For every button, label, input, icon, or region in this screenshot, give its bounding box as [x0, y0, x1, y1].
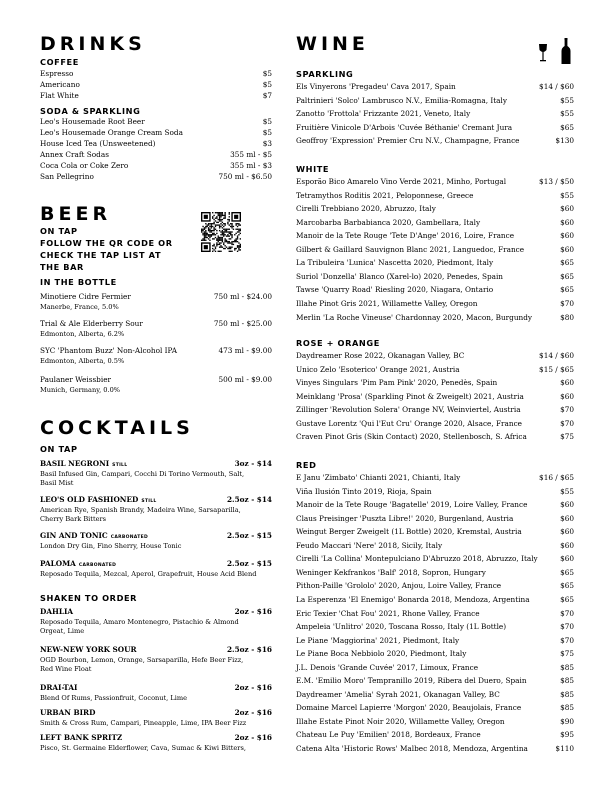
item-name-text: Catena Alta 'Historic Rows' Malbec 2018, Mendoza, Argentina — [296, 744, 528, 753]
item-name — [40, 559, 116, 570]
item-name — [40, 607, 73, 616]
item-price: $65 — [560, 567, 574, 577]
item-name — [40, 161, 128, 170]
item-price: $5 — [262, 128, 272, 137]
item-name-text: Feudo Maccari 'Nere' 2018, Sicily, Italy — [296, 540, 443, 550]
item-tag: CARBONATED — [78, 563, 117, 568]
cocktails-title: COCKTAILS — [40, 417, 194, 439]
item-name — [296, 405, 521, 414]
item-name — [40, 91, 79, 100]
item-price: $65 — [560, 271, 574, 281]
item-price: 473 ml - $9.00 — [218, 346, 272, 355]
item-name — [296, 663, 478, 672]
item-tag: STILL — [141, 499, 157, 504]
item-name — [296, 231, 514, 240]
item-price: $75 — [560, 649, 574, 659]
in-bottle-heading: IN THE BOTTLE — [40, 277, 117, 287]
item-price: 500 ml - $9.00 — [218, 375, 272, 384]
item-name-text: DAHLIA — [40, 607, 74, 616]
item-name — [40, 683, 77, 692]
item-name-text: Esporão Bico Amarelo Vino Verde 2021, Minho, Portugal — [296, 177, 507, 186]
rose-heading: ROSE + ORANGE — [296, 338, 380, 348]
item-name-text: DRAI-TAI — [40, 683, 78, 692]
item-name — [40, 459, 127, 470]
item-name-text: Merlin 'La Roche Vineuse' Chardonnay 2020, Macon, Burgundy — [296, 312, 533, 322]
item-description: Pisco, St. Germaine Elderflower, Cava, Sumac & Kiwi Bitters, — [40, 744, 246, 752]
item-name — [296, 378, 497, 387]
item-name-text: Coca Cola or Coke Zero — [40, 161, 129, 170]
wine-bottle-icon — [561, 38, 571, 64]
item-name-text: Els Vinyerons 'Pregadeu' Cava 2017, Spain — [296, 82, 456, 91]
item-price: 2.5oz - $16 — [226, 645, 272, 654]
item-name-text: Meinklang 'Prosa' (Sparkling Pinot & Zweigelt) 2021, Austria — [296, 391, 524, 401]
item-price: 750 ml - $6.50 — [218, 172, 272, 181]
item-description: Basil Mist — [40, 479, 74, 487]
item-price: $60 — [560, 500, 574, 510]
item-name-text: Geoffroy 'Expression' Premier Cru N.V., Champagne, France — [296, 136, 520, 146]
item-name-text: Espresso — [40, 69, 74, 78]
item-name — [296, 245, 524, 254]
item-name — [296, 500, 527, 509]
item-price: $85 — [560, 689, 574, 699]
item-name-text: Americano — [40, 80, 80, 89]
item-name-text: Vinyes Singulars 'Pim Pam Pink' 2020, Penedès, Spain — [296, 378, 498, 388]
item-price: $60 — [560, 513, 574, 523]
item-name-text: E Janu 'Zimbato' Chianti 2021, Chianti, Italy — [296, 473, 461, 482]
item-price: 2.5oz - $15 — [226, 559, 272, 568]
item-name — [40, 645, 137, 654]
item-price: 2.5oz - $15 — [226, 531, 272, 540]
item-name-text: LEO'S OLD FASHIONED — [40, 495, 139, 504]
item-price: 2oz - $16 — [234, 733, 272, 742]
item-name — [296, 581, 501, 590]
item-name-text: Le Piane 'Maggiorina' 2021, Piedmont, Italy — [296, 635, 460, 645]
item-name-text: Craven Pinot Gris (Skin Contact) 2020, Stellenbosch, S. Africa — [296, 432, 527, 442]
item-name — [296, 514, 513, 523]
item-price: $55 — [560, 486, 574, 496]
item-name-text: Viña Ilusión Tinto 2019, Rioja, Spain — [296, 486, 432, 496]
item-name — [40, 172, 94, 181]
item-price: $60 — [560, 527, 574, 537]
item-name — [296, 177, 506, 186]
item-name — [40, 495, 157, 506]
item-price: $60 — [560, 204, 574, 214]
item-name-text: Manoir de la Tete Rouge 'Bagatelle' 2019, Loire Valley, France — [296, 500, 528, 510]
item-name — [296, 351, 464, 360]
beer-on-tap-heading: ON TAP — [40, 226, 78, 236]
item-price: $14 / $60 — [539, 351, 574, 360]
item-name-text: Weninger Kekfrankos 'Balf' 2018, Sopron, Hungary — [296, 567, 486, 577]
item-price: $60 — [560, 391, 574, 401]
item-price: $70 — [560, 405, 574, 415]
item-name-text: Le Piane Boca Nebbiolo 2020, Piedmont, Italy — [296, 649, 467, 659]
item-name-text: La Esperenza 'El Enemigo' Bonarda 2018, Mendoza, Argentina — [296, 594, 530, 604]
item-price: $90 — [560, 716, 574, 726]
item-price: $80 — [560, 312, 574, 322]
item-name — [296, 473, 460, 482]
item-name-text: Manoir de la Tete Rouge 'Tete D'Ange' 2016, Loire, France — [296, 231, 515, 241]
item-description: Orgeat, Lime — [40, 627, 85, 635]
item-name — [40, 319, 143, 328]
item-tag: STILL — [112, 463, 128, 468]
item-name-text: Tetramythos Roditis 2021, Peloponnese, Greece — [296, 190, 474, 200]
item-name-text: Paltrinieri 'Solco' Lambrusco N.V., Emilia-Romagna, Italy — [296, 95, 507, 105]
item-description: Basil Infused Gin, Campari, Cocchi Di Torino Vermouth, Salt, — [40, 470, 245, 478]
item-name-text: Zanotto 'Frottola' Frizzante 2021, Veneto, Italy — [296, 109, 471, 119]
item-name — [296, 744, 528, 753]
item-price: 2oz - $16 — [234, 607, 272, 616]
item-tag: CARBONATED — [110, 535, 149, 540]
item-name-text: Trial & Ale Elderberry Sour — [40, 319, 143, 328]
item-price: $130 — [555, 136, 574, 146]
item-name-text: Gilbert & Gaillard Sauvignon Blanc 2021, Languedoc, France — [296, 244, 525, 254]
item-name — [296, 109, 470, 118]
item-name — [296, 258, 493, 267]
item-price: $75 — [560, 432, 574, 442]
item-description: Edmonton, Alberta, 0.5% — [40, 357, 125, 365]
item-price: $70 — [560, 635, 574, 645]
item-price: $16 / $65 — [539, 473, 574, 482]
wine-title: WINE — [296, 33, 369, 55]
item-description: Manerbe, France, 5.0% — [40, 303, 119, 311]
item-name — [296, 82, 456, 91]
item-name-text: Minotiere Cidre Fermier — [40, 292, 131, 301]
item-price: $85 — [560, 703, 574, 713]
item-price: $60 — [560, 217, 574, 227]
item-name-text: Cirelli 'La Collina' Montepulciano D'Abruzzo 2018, Abruzzo, Italy — [296, 554, 538, 564]
item-name-text: BASIL NEGRONI — [40, 459, 110, 468]
item-name — [40, 69, 73, 78]
item-name-text: La Tribuleira 'Lunica' Nascetta 2020, Piedmont, Italy — [296, 258, 494, 268]
item-description: Reposado Tequila, Mezcal, Aperol, Grapefruit, House Acid Blend — [40, 570, 257, 578]
item-name-text: LEFT BANK SPRITZ — [40, 733, 123, 742]
item-name-text: GIN AND TONIC — [40, 531, 108, 540]
item-name-text: Gustave Lorentz 'Qui l'Eut Cru' Orange 2020, Alsace, France — [296, 418, 522, 428]
item-name — [296, 622, 506, 631]
item-price: 3oz - $14 — [234, 459, 272, 468]
item-name — [296, 636, 459, 645]
item-name-text: Claus Preisinger 'Puszta Libre!' 2020, Burgenland, Austria — [296, 513, 514, 523]
item-name — [296, 676, 527, 685]
item-description: Cherry Bark Bitters — [40, 515, 107, 523]
item-price: $7 — [262, 91, 272, 100]
item-price: $85 — [560, 676, 574, 686]
drinks-title: DRINKS — [40, 33, 146, 55]
tap-note-line: CHECK THE TAP LIST AT — [40, 250, 162, 260]
item-price: 2.5oz - $14 — [226, 495, 272, 504]
item-name — [40, 708, 95, 717]
item-name-text: J.L. Denois 'Grande Cuvée' 2017, Limoux, France — [296, 662, 479, 672]
item-name-text: Eric Texier 'Chat Fou' 2021, Rhone Valley, France — [296, 608, 480, 618]
item-name-text: Illahe Estate Pinot Noir 2020, Willamette Valley, Oregon — [296, 716, 505, 726]
item-name — [40, 733, 122, 742]
item-name — [40, 139, 156, 148]
item-price: $70 — [560, 622, 574, 632]
item-name — [296, 703, 521, 712]
item-name-text: Zillinger 'Revolution Solera' Orange NV, Weinviertel, Austria — [296, 405, 521, 415]
item-name-text: URBAN BIRD — [40, 708, 96, 717]
soda-heading: SODA & SPARKLING — [40, 106, 141, 116]
item-name — [40, 375, 111, 384]
item-price: $65 — [560, 285, 574, 295]
item-description: Munich, Germany, 0.0% — [40, 386, 121, 394]
item-name-text: PALOMA — [40, 559, 76, 568]
item-price: $60 — [560, 231, 574, 241]
item-price: $14 / $60 — [539, 82, 574, 91]
item-name — [40, 531, 148, 542]
item-name — [296, 690, 500, 699]
item-name — [296, 554, 538, 563]
item-description: Red Wine Float — [40, 665, 92, 673]
item-name-text: Suriol 'Donzella' Blanco (Xarel-lo) 2020, Penedes, Spain — [296, 271, 504, 281]
item-price: $85 — [560, 662, 574, 672]
item-description: Smith & Cross Rum, Campari, Pineapple, Lime, IPA Beer Fizz — [40, 719, 247, 727]
item-name — [296, 432, 527, 441]
item-name — [296, 609, 480, 618]
sparkling-heading: SPARKLING — [296, 69, 354, 79]
item-name — [296, 487, 432, 496]
item-name-text: E.M. 'Emilio Moro' Tempranillo 2019, Ribera del Duero, Spain — [296, 676, 527, 686]
item-price: $70 — [560, 298, 574, 308]
item-price: $5 — [262, 80, 272, 89]
item-name — [296, 96, 507, 105]
item-name-text: Weingut Berger Zweigelt (1L Bottle) 2020, Kremstal, Austria — [296, 527, 522, 537]
item-name — [296, 285, 493, 294]
tap-note-line: THE BAR — [40, 262, 84, 272]
white-heading: WHITE — [296, 164, 330, 174]
item-name — [296, 419, 522, 428]
item-name-text: Tawse 'Quarry Road' Riesling 2020, Niagara, Ontario — [296, 285, 494, 295]
item-price: $65 — [560, 258, 574, 268]
item-price: $60 — [560, 554, 574, 564]
item-price: $110 — [555, 744, 574, 753]
item-price: 2oz - $16 — [234, 708, 272, 717]
item-description: Edmonton, Alberta, 6.2% — [40, 330, 125, 338]
item-name — [296, 730, 481, 739]
item-name — [40, 117, 145, 126]
item-price: $5 — [262, 117, 272, 126]
item-name — [40, 150, 109, 159]
item-name — [296, 568, 486, 577]
item-name — [296, 527, 522, 536]
item-price: $55 — [560, 190, 574, 200]
item-name-text: Chateau Le Puy 'Emilien' 2018, Bordeaux, France — [296, 730, 481, 740]
item-name-text: Paulaner Weissbier — [40, 375, 111, 384]
item-price: $55 — [560, 109, 574, 119]
item-price: $5 — [262, 69, 272, 78]
item-description: London Dry Gin, Fino Sherry, House Tonic — [40, 542, 182, 550]
item-name-text: San Pellegrino — [40, 172, 94, 181]
item-name-text: Daydreamer 'Amelia' Syrah 2021, Okanagan Valley, BC — [296, 689, 500, 699]
item-name — [296, 541, 442, 550]
item-price: $65 — [560, 594, 574, 604]
item-name-text: Leo's Housemade Root Beer — [40, 117, 145, 126]
item-price: $70 — [560, 418, 574, 428]
item-name-text: Unico Zelo 'Esoterico' Orange 2021, Austria — [296, 364, 460, 374]
item-name-text: Flat White — [40, 91, 79, 100]
item-price: $60 — [560, 244, 574, 254]
item-price: 750 ml - $25.00 — [213, 319, 272, 328]
coffee-heading: COFFEE — [40, 57, 79, 67]
item-name — [40, 346, 177, 355]
item-price: 750 ml - $24.00 — [213, 292, 272, 301]
item-name-text: House Iced Tea (Unsweetened) — [40, 139, 156, 148]
item-price: $65 — [560, 122, 574, 132]
item-description: OGD Bourbon, Lemon, Orange, Sarsaparilla, Hefe Beer Fizz, — [40, 656, 244, 664]
item-name-text: SYC 'Phantom Buzz' Non-Alcohol IPA — [40, 346, 178, 355]
item-name — [296, 299, 478, 308]
item-price: $70 — [560, 608, 574, 618]
item-name — [296, 191, 473, 200]
item-name-text: NEW-NEW YORK SOUR — [40, 645, 137, 654]
item-price: 2oz - $16 — [234, 683, 272, 692]
item-name-text: Domaine Marcel Lapierre 'Morgon' 2020, Beaujolais, France — [296, 703, 522, 713]
item-name-text: Marcobarba Barbabianca 2020, Gambellara, Italy — [296, 217, 481, 227]
item-name — [296, 136, 520, 145]
item-price: $15 / $65 — [539, 364, 574, 374]
item-price: $55 — [560, 95, 574, 105]
item-price: $60 — [560, 540, 574, 550]
cocktails-on-tap-heading: ON TAP — [40, 444, 78, 454]
item-name — [296, 365, 460, 374]
item-name — [296, 218, 480, 227]
item-price: 355 ml - $3 — [230, 161, 272, 170]
item-name-text: Leo's Housemade Orange Cream Soda — [40, 128, 183, 137]
item-price: $65 — [560, 581, 574, 591]
item-price: $95 — [560, 730, 574, 740]
item-name-text: Cirelli Trebbiano 2020, Abruzzo, Italy — [296, 204, 436, 214]
item-price: $3 — [262, 139, 272, 148]
item-name — [296, 392, 524, 401]
item-name-text: Illahe Pinot Gris 2021, Willamette Valley, Oregon — [296, 298, 478, 308]
item-description: American Rye, Spanish Brandy, Madeira Wine, Sarsaparilla, — [40, 506, 241, 514]
item-name — [296, 123, 512, 132]
item-name — [40, 80, 80, 89]
item-name-text: Daydreamer Rose 2022, Okanagan Valley, BC — [296, 351, 465, 360]
item-name — [40, 292, 131, 301]
item-name — [296, 649, 466, 658]
beer-title: BEER — [40, 203, 112, 225]
item-name-text: Pithon-Paille 'Grololo' 2020, Anjou, Loire Valley, France — [296, 581, 502, 591]
item-name — [296, 313, 532, 322]
qr-code-icon — [201, 212, 241, 252]
item-description: Reposado Tequila, Amaro Montenegro, Pistachio & Almond — [40, 618, 239, 626]
shaken-heading: SHAKEN TO ORDER — [40, 593, 138, 603]
red-heading: RED — [296, 460, 317, 470]
item-name — [40, 128, 183, 137]
item-price: $13 / $50 — [539, 177, 574, 186]
item-name-text: Ampeleia 'Unlitro' 2020, Toscana Rosso, Italy (1L Bottle) — [296, 622, 507, 632]
item-name-text: Fruitière Vinicole D'Arbois 'Cuvée Béthanie' Cremant Jura — [296, 122, 513, 132]
item-name-text: Annex Craft Sodas — [40, 150, 109, 159]
tap-note-line: FOLLOW THE QR CODE OR — [40, 238, 173, 248]
wine-glass-icon — [538, 44, 548, 62]
item-price: 355 ml - $5 — [230, 150, 272, 159]
item-name — [296, 204, 436, 213]
item-name — [296, 717, 505, 726]
item-price: $60 — [560, 378, 574, 388]
item-description: Blend Of Rums, Passionfruit, Coconut, Lime — [40, 694, 188, 702]
item-name — [296, 272, 503, 281]
item-name — [296, 595, 530, 604]
